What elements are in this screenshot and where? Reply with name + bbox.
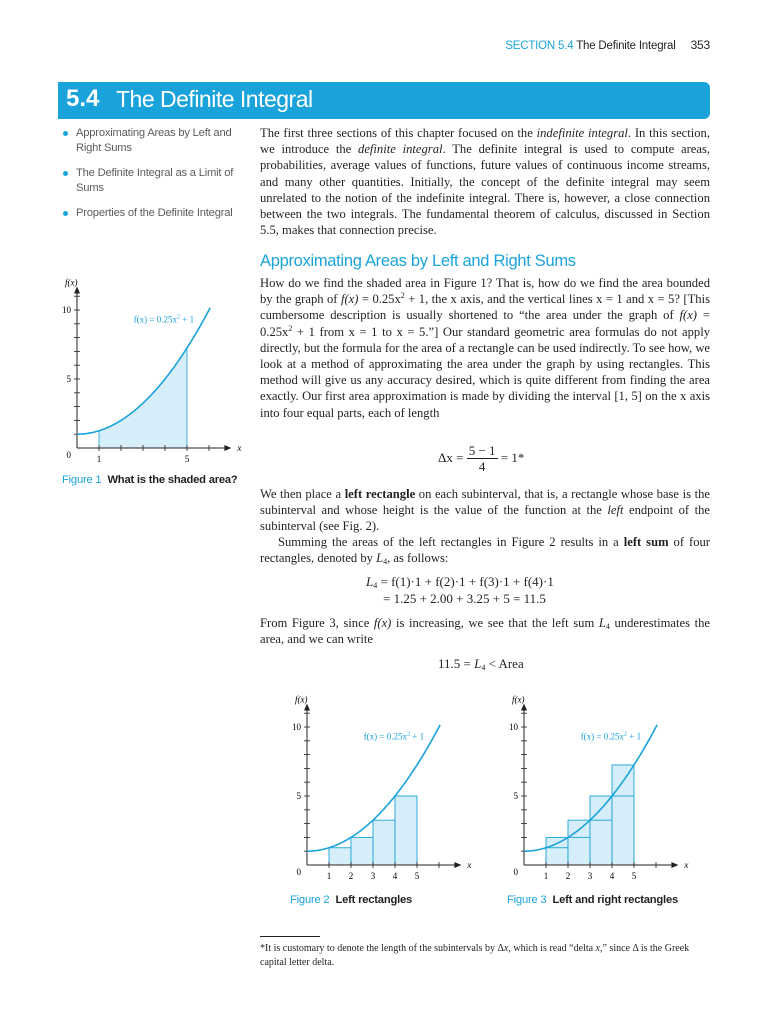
y-axis-label: f(x) <box>512 694 525 705</box>
y-axis-arrow-icon <box>521 703 527 710</box>
x-tick-label: 5 <box>414 871 420 881</box>
left-rectangle <box>568 837 590 865</box>
x-axis-arrow-icon <box>454 862 461 868</box>
intro-paragraph: The first three sections of this chapter focused on the indefinite integral. In this section, we introduce the definite integral. The definite integral is used to compute areas, probabilities, average values of functions, future values of continuous income streams, and many other quantities. Initially, the concept of the definite integral may seem unrelated to the notion of the indefinite integral. There is, however, a close connection between the two integrals. The fundamental theorem of calculus, discussed in Section 5.5, makes that connection precise. <box>260 126 711 238</box>
bullet-icon <box>63 211 68 216</box>
figure-1-graph <box>55 278 245 463</box>
subsection-heading: Approximating Areas by Left and Right Sums <box>260 252 576 270</box>
x-tick-label: 4 <box>392 871 398 881</box>
left-rectangle <box>373 820 395 865</box>
x-tick-label: 5 <box>631 871 637 881</box>
x-tick-label: 5 <box>184 454 190 464</box>
y-tick-label: 10 <box>292 722 301 732</box>
x-axis-arrow-icon <box>671 862 678 868</box>
equation-left-sum: $L_4 = f(1)\cdot 1 + f(2)\cdot 1 + f(3)\cdot 1 + f(4)\cdot 1$ = 1.25 + 2.00 + 3.25 + 5 = 11.5 <box>366 574 554 606</box>
origin-label: 0 <box>66 450 71 460</box>
left-rectangle <box>395 796 417 865</box>
origin-label: 0 <box>296 867 301 877</box>
y-tick-label: 5 <box>513 791 518 801</box>
body-paragraph: From Figure 3, since f(x) is increasing, we see that the left sum $L_4$ underestimates the area, and we can write <box>260 616 710 647</box>
function-label: $f(x) = 0.25x^2 + 1$ <box>580 731 642 742</box>
x-tick-label: 1 <box>96 454 102 464</box>
y-tick-label: 10 <box>509 722 518 732</box>
body-paragraph: Summing the areas of the left rectangles in Figure 2 results in a left sum of four rectangles, denoted by $L_4$, as follows: <box>260 535 710 567</box>
x-tick-label: 4 <box>609 871 615 881</box>
bullet-icon <box>63 171 68 176</box>
section-banner <box>58 82 710 119</box>
equation-inequality: $11.5 = L_4$ < Area <box>438 656 524 672</box>
x-tick-label: 2 <box>565 871 571 881</box>
section-number: 5.4 <box>66 85 100 112</box>
x-axis-label: x <box>684 860 689 870</box>
footnote-rule <box>260 936 320 937</box>
page-number: 353 <box>690 38 710 52</box>
topic-list <box>62 126 242 231</box>
topic-item: Properties of the Definite Integral <box>62 206 242 221</box>
left-rectangle <box>329 848 351 865</box>
function-label: $f(x) = 0.25x^2 + 1$ <box>133 314 195 325</box>
body-paragraph: We then place a left rectangle on each subinterval, that is, a rectangle whose base is the subinterval and whose height is the value of the function at the left endpoint of the subinterval (see Fig. 2). <box>260 487 710 534</box>
footnote: *It is customary to denote the length of the subintervals by Δx, which is read “delta x,” since Δ is the Greek capital letter delta. <box>260 943 690 968</box>
left-rectangle <box>546 848 568 865</box>
x-tick-label: 2 <box>348 871 354 881</box>
x-axis-label: x <box>237 443 242 453</box>
left-rectangle <box>612 796 634 865</box>
topic-item: The Definite Integral as a Limit of Sums <box>62 166 242 196</box>
y-tick-label: 5 <box>296 791 301 801</box>
x-tick-label: 3 <box>587 871 593 881</box>
y-tick-label: 5 <box>66 374 71 384</box>
body-paragraph: How do we find the shaded area in Figure 1? That is, how do we find the area bounded by the graph of $f(x) = 0.25x^2 + 1$, the x axis, and the vertical lines x = 1 and x = 5? [This cumbersome description is usually shortened to “the area under the graph of $f(x) = 0.25x^2 + 1$ from x = 1 to x = 5.”] Our standard geometric area formulas do not apply directly, but the formula for the area of a rectangle can be used indirectly. To see how, we look at a method of approximating the area under the graph by using rectangles. This method will give us any accuracy desired, which is quite different from finding the area exactly. Our first area approximation is made by dividing the interval [1, 5] on the x axis into four equal parts, each of length <box>260 276 710 420</box>
y-axis-label: f(x) <box>295 694 308 705</box>
figure-1-caption: Figure 1 What is the shaded area? <box>62 474 238 486</box>
x-tick-label: 1 <box>543 871 549 881</box>
y-axis-label: f(x) <box>65 277 78 288</box>
x-axis-arrow-icon <box>224 445 231 451</box>
figure-3-graph <box>502 695 692 880</box>
x-tick-label: 1 <box>326 871 332 881</box>
y-axis-arrow-icon <box>74 286 80 293</box>
running-head-section: SECTION 5.4 <box>505 40 574 52</box>
y-axis-arrow-icon <box>304 703 310 710</box>
left-rectangle <box>590 820 612 865</box>
x-axis-label: x <box>467 860 472 870</box>
running-head-title: The Definite Integral <box>576 40 676 52</box>
figure-3-caption: Figure 3 Left and right rectangles <box>507 894 678 906</box>
running-head <box>470 38 710 52</box>
topic-item: Approximating Areas by Left and Right Sums <box>62 126 242 156</box>
left-rectangle <box>351 837 373 865</box>
figure-2-caption: Figure 2 Left rectangles <box>290 894 413 906</box>
origin-label: 0 <box>513 867 518 877</box>
y-tick-label: 10 <box>62 305 71 315</box>
function-label: $f(x) = 0.25x^2 + 1$ <box>363 731 425 742</box>
shaded-area <box>99 348 187 448</box>
section-title: The Definite Integral <box>116 86 313 112</box>
equation-delta-x: Δx = $\frac{5 - 1}{4}$ = 1* <box>438 443 525 474</box>
x-tick-label: 3 <box>370 871 376 881</box>
bullet-icon <box>63 131 68 136</box>
figure-2-graph <box>285 695 475 880</box>
